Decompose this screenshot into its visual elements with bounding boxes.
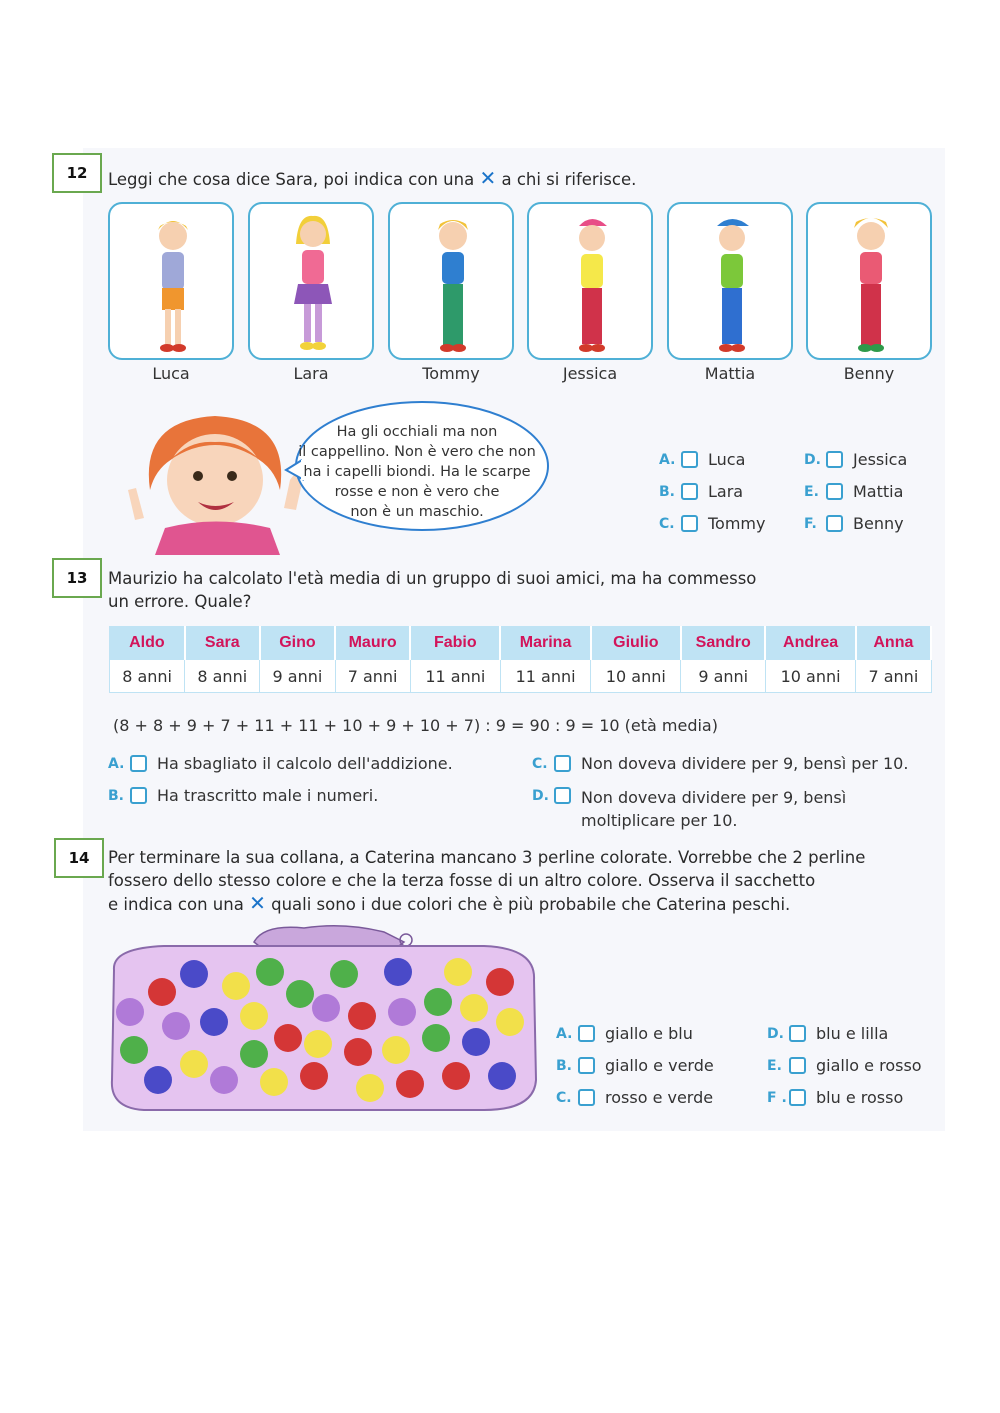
checkbox[interactable]: [789, 1057, 806, 1074]
x-mark-icon: ✕: [479, 166, 497, 190]
q14-option-d[interactable]: [767, 1024, 888, 1043]
instruction-part-a: e indica con una: [108, 895, 244, 914]
q13-option-c[interactable]: [532, 754, 908, 773]
table-cell: 8 anni: [110, 660, 185, 693]
table-header-cell: Fabio: [410, 627, 500, 660]
character-name: Lara: [293, 364, 329, 383]
checkbox[interactable]: [681, 515, 698, 532]
instruction-part-b: a chi si riferisce.: [501, 170, 637, 189]
option-letter: B.: [108, 787, 124, 804]
checkbox[interactable]: [554, 755, 571, 772]
option-letter: A.: [556, 1025, 573, 1042]
option-label: Ha trascritto male i numeri.: [157, 786, 379, 805]
q12-option-b[interactable]: [659, 482, 743, 501]
checkbox[interactable]: [578, 1057, 595, 1074]
option-label: rosso e verde: [605, 1088, 714, 1107]
table-cell: 7 anni: [856, 660, 931, 693]
character-name: Mattia: [704, 364, 756, 383]
girl-figure-icon: [250, 204, 376, 362]
option-letter: A.: [659, 451, 676, 468]
checkbox[interactable]: [681, 483, 698, 500]
instruction-part-b: quali sono i due colori che è più probabile che Caterina peschi.: [271, 895, 791, 914]
checkbox[interactable]: [789, 1025, 806, 1042]
girl-cap-figure-icon: [529, 204, 655, 362]
option-label: Lara: [708, 482, 744, 501]
q12-option-c[interactable]: [659, 514, 765, 533]
option-label: giallo e blu: [605, 1024, 693, 1043]
character-card-luca: [108, 202, 234, 360]
speech-line: ha i capelli biondi. Ha le scarpe: [303, 464, 531, 480]
option-letter: D.: [767, 1025, 784, 1042]
table-cell: 9 anni: [681, 660, 766, 693]
instruction-line: [108, 892, 865, 916]
speech-line: rosse e non è vero che: [334, 484, 500, 500]
question-14-number: 14: [54, 838, 104, 878]
table-cell: 9 anni: [260, 660, 335, 693]
boy-glasses-2-figure-icon: [808, 204, 934, 362]
option-letter: E.: [804, 483, 819, 500]
table-header-cell: Sandro: [681, 627, 766, 660]
character-card-lara: [248, 202, 374, 360]
option-letter: D.: [804, 451, 821, 468]
character-card-mattia: [667, 202, 793, 360]
q14-option-a[interactable]: [556, 1024, 693, 1043]
table-cell: 11 anni: [500, 660, 590, 693]
option-letter: C.: [659, 515, 675, 532]
speech-line: Ha gli occhiali ma non: [336, 424, 498, 440]
q12-option-f[interactable]: [804, 514, 904, 533]
option-letter: E.: [767, 1057, 782, 1074]
q12-option-e[interactable]: [804, 482, 903, 501]
checkbox[interactable]: [554, 787, 571, 804]
x-mark-icon: ✕: [249, 891, 266, 915]
question-12-number: 12: [52, 153, 102, 193]
option-letter: A.: [108, 755, 125, 772]
table-header-cell: Marina: [500, 627, 590, 660]
boy-glasses-figure-icon: [390, 204, 516, 362]
q13-option-b[interactable]: [108, 786, 378, 805]
question-12-instruction: [108, 167, 636, 191]
table-header-cell: Giulio: [591, 627, 681, 660]
question-13-number: 13: [52, 558, 102, 598]
q13-option-a[interactable]: [108, 754, 453, 773]
q14-option-b[interactable]: [556, 1056, 714, 1075]
checkbox[interactable]: [826, 451, 843, 468]
character-name: Luca: [152, 364, 190, 383]
speech-line: il cappellino. Non è vero che non: [298, 444, 536, 460]
instruction-line: Maurizio ha calcolato l'età media di un gruppo di suoi amici, ma ha commesso: [108, 569, 757, 588]
instruction-line: Per terminare la sua collana, a Caterina mancano 3 perline colorate. Vorrebbe che 2 perline: [108, 848, 866, 867]
option-label: giallo e verde: [605, 1056, 714, 1075]
option-label-line: Non doveva dividere per 9, bensì: [581, 788, 847, 807]
character-card-benny: [806, 202, 932, 360]
character-card-jessica: [527, 202, 653, 360]
table-header-cell: Mauro: [335, 627, 410, 660]
ages-table: [109, 626, 932, 693]
checkbox[interactable]: [681, 451, 698, 468]
question-14-instruction: [108, 846, 865, 916]
q14-option-f[interactable]: [767, 1088, 903, 1107]
q14-option-c[interactable]: [556, 1088, 713, 1107]
option-label: Tommy: [708, 514, 766, 533]
option-letter: C.: [532, 755, 548, 772]
q12-option-a[interactable]: [659, 450, 745, 469]
checkbox[interactable]: [789, 1089, 806, 1106]
table-header-row: [110, 627, 932, 660]
table-header-cell: Sara: [185, 627, 260, 660]
table-cell: 7 anni: [335, 660, 410, 693]
checkbox[interactable]: [578, 1089, 595, 1106]
option-label: blu e lilla: [816, 1024, 889, 1043]
option-label: Mattia: [853, 482, 904, 501]
option-letter: B.: [556, 1057, 572, 1074]
character-name: Tommy: [422, 364, 480, 383]
speech-line: non è un maschio.: [350, 504, 484, 520]
checkbox[interactable]: [130, 755, 147, 772]
checkbox[interactable]: [826, 483, 843, 500]
instruction-line: fossero dello stesso colore e che la terza fosse di un altro colore. Osserva il sacchetto: [108, 871, 816, 890]
option-label: Luca: [708, 450, 746, 469]
option-label: Benny: [853, 514, 904, 533]
character-name: Jessica: [562, 364, 618, 383]
option-letter: C.: [556, 1089, 572, 1106]
table-cell: 8 anni: [185, 660, 260, 693]
checkbox[interactable]: [130, 787, 147, 804]
option-label-line: moltiplicare per 10.: [581, 811, 738, 830]
bead-bag-icon: [104, 920, 544, 1115]
q12-option-d[interactable]: [804, 450, 907, 469]
option-letter: D.: [532, 788, 549, 804]
option-label: Jessica: [853, 450, 908, 469]
average-formula: (8 + 8 + 9 + 7 + 11 + 11 + 10 + 9 + 10 + 7) : 9 = 90 : 9 = 10 (età media): [113, 716, 718, 735]
table-header-cell: Aldo: [110, 627, 185, 660]
question-13-instruction: [108, 567, 756, 613]
option-letter: F .: [767, 1089, 787, 1106]
table-header-cell: Andrea: [765, 627, 855, 660]
character-card-tommy: [388, 202, 514, 360]
character-name: Benny: [843, 364, 895, 383]
speech-bubble-text: [292, 422, 542, 522]
option-letter: B.: [659, 483, 675, 500]
option-label: blu e rosso: [816, 1088, 904, 1107]
instruction-part-a: Leggi che cosa dice Sara, poi indica con una: [108, 170, 475, 189]
option-label: [581, 786, 846, 832]
table-cell: 11 anni: [410, 660, 500, 693]
option-label: giallo e rosso: [816, 1056, 922, 1075]
option-label: Ha sbagliato il calcolo dell'addizione.: [157, 754, 453, 773]
table-cell: 10 anni: [765, 660, 855, 693]
checkbox[interactable]: [578, 1025, 595, 1042]
option-letter: F.: [804, 515, 817, 532]
checkbox[interactable]: [826, 515, 843, 532]
table-header-cell: Gino: [260, 627, 335, 660]
q14-option-e[interactable]: [767, 1056, 922, 1075]
instruction-line: un errore. Quale?: [108, 592, 252, 611]
option-label: Non doveva dividere per 9, bensì per 10.: [581, 754, 909, 773]
boy-figure-icon: [110, 204, 236, 362]
table-row: [110, 660, 932, 693]
table-cell: 10 anni: [591, 660, 681, 693]
table-header-cell: Anna: [856, 627, 931, 660]
boy-cap-figure-icon: [669, 204, 795, 362]
q13-option-d[interactable]: [532, 786, 846, 832]
